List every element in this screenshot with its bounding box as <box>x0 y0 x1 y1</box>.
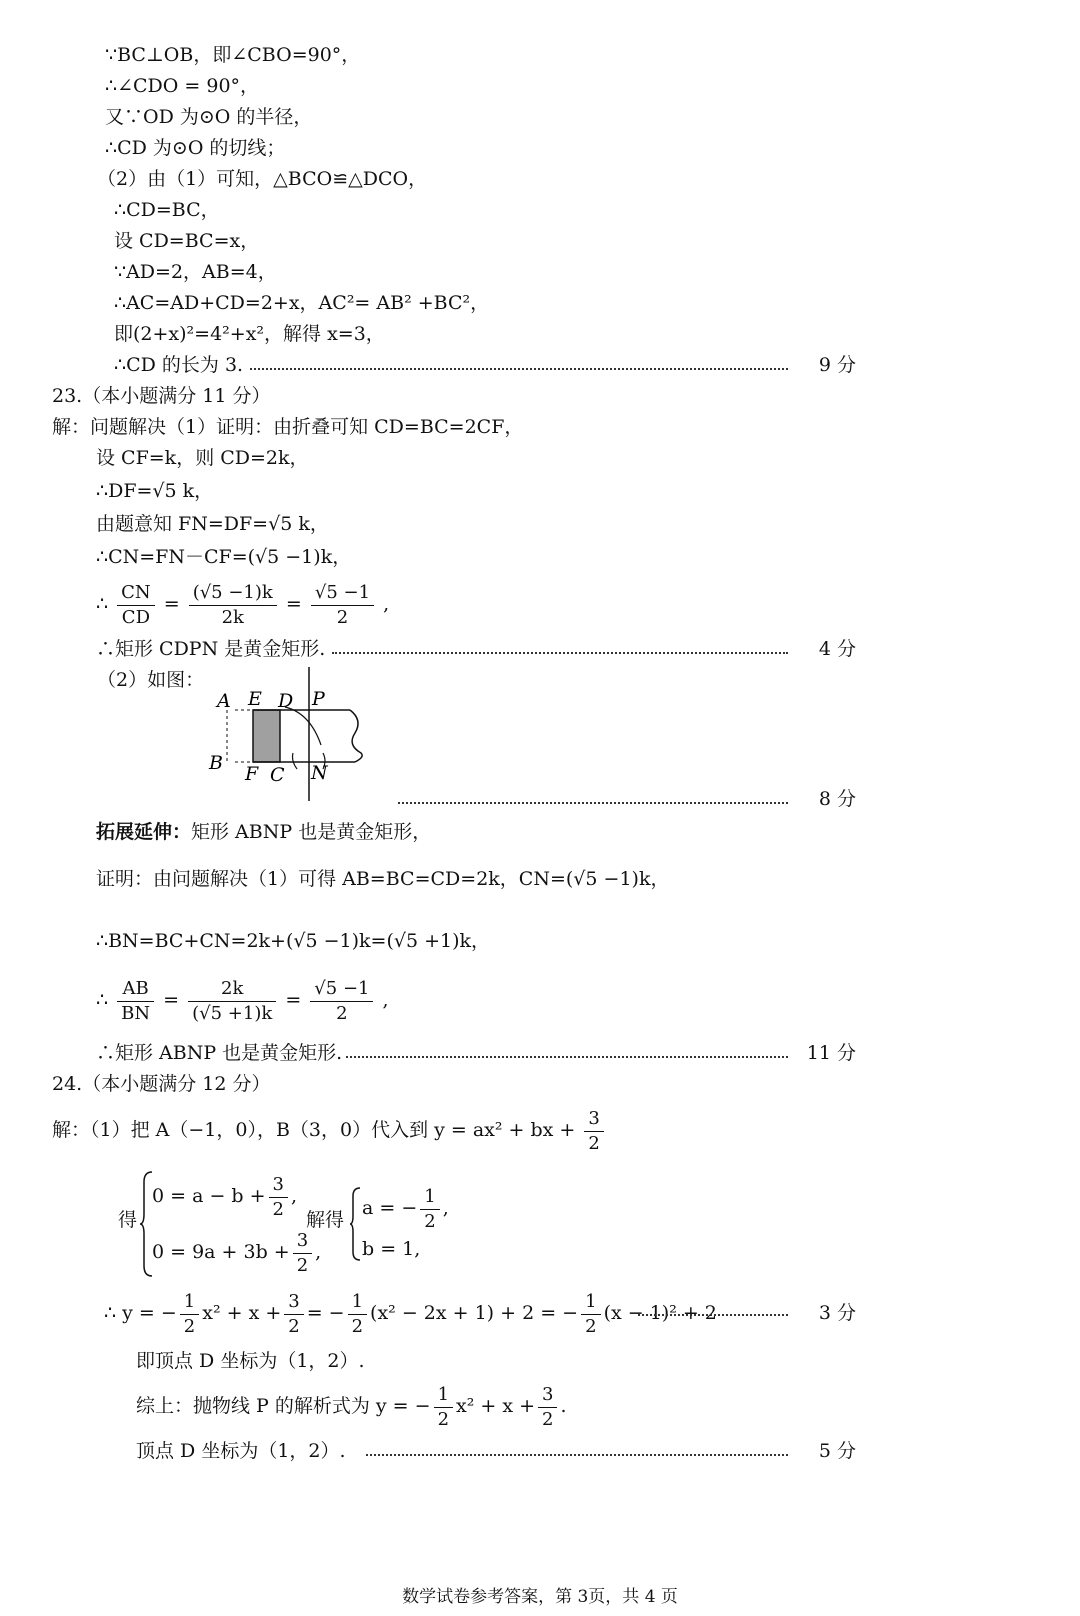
fraction-half <box>581 1290 600 1339</box>
therefore-symbol: ∴ <box>96 593 109 615</box>
point-label: B <box>209 752 223 774</box>
expr-part: 综上：抛物线 P 的解析式为 y = − <box>136 1395 431 1417</box>
fraction-denominator: 2 <box>424 1210 436 1232</box>
q24-line-5: 顶点 D 坐标为（1，2）. <box>136 1440 346 1462</box>
solution-a-text: a = − <box>362 1197 418 1219</box>
leader-dots <box>332 650 788 654</box>
fraction-denominator: BN <box>121 1002 151 1024</box>
q22-line-7: 设 CD=BC=x， <box>114 230 260 252</box>
equation-comma: , <box>442 1197 449 1219</box>
shaded-region <box>253 710 280 762</box>
extension-title: 拓展延伸： <box>96 821 192 843</box>
q22-line-6: ∴CD=BC， <box>114 199 220 221</box>
de-label: 得 <box>118 1209 138 1231</box>
q23-line-2: 设 CF=k，则 CD=2k， <box>96 447 309 469</box>
fraction-numerator: 3 <box>269 1173 288 1198</box>
fraction-golden-ratio <box>310 977 373 1026</box>
q22-line-5: （2）由（1）可知，△BCO≌△DCO， <box>97 168 428 190</box>
fraction-numerator: (√5 −1)k <box>189 581 277 606</box>
fraction-value <box>188 977 276 1026</box>
wavy-edge <box>350 710 362 762</box>
fraction-half <box>348 1290 367 1339</box>
q22-line-10: 即(2+x)²=4²+x²，解得 x=3， <box>114 323 385 345</box>
q23-line-8: （2）如图： <box>97 669 205 691</box>
page-footer: 数学试卷参考答案，第 3页，共 4 页 <box>402 1587 678 1607</box>
solution-a <box>362 1184 449 1234</box>
q24-substitution-text: 解：（1）把 A（−1，0），B（3，0）代入到 y = ax² + bx + <box>52 1119 576 1141</box>
fraction-numerator: 3 <box>584 1107 603 1132</box>
equation-1-text: 0 = a − b + <box>152 1185 266 1207</box>
folding-figure <box>205 665 375 803</box>
extension-proof-1: 证明：由问题解决（1）可得 AB=BC=CD=2k，CN=(√5 −1)k， <box>96 868 670 890</box>
point-label: F <box>245 763 259 785</box>
q24-line-2 <box>104 1287 717 1339</box>
arc-small <box>293 753 298 769</box>
expr-part: . <box>560 1395 567 1417</box>
fraction-numerator: 1 <box>420 1185 439 1210</box>
fraction-golden-ratio <box>311 581 374 630</box>
fraction-numerator: √5 −1 <box>311 581 374 606</box>
q24-heading: 24.（本小题满分 12 分） <box>52 1073 271 1095</box>
expr-part: = − <box>306 1302 345 1324</box>
fraction-numerator: 1 <box>180 1290 199 1315</box>
q22-line-4: ∴CD 为⊙O 的切线； <box>105 137 286 159</box>
fraction-numerator: √5 −1 <box>310 977 373 1002</box>
q24-line-4 <box>136 1380 567 1432</box>
q24-line-1 <box>52 1104 607 1156</box>
equation-1 <box>152 1170 297 1222</box>
fraction-half <box>180 1290 199 1339</box>
fraction-denominator: 2 <box>183 1315 196 1337</box>
extension-line <box>96 819 431 845</box>
score-mark: 9 分 <box>818 354 856 376</box>
fraction-denominator: 2 <box>296 1254 309 1276</box>
equation-2 <box>152 1226 321 1278</box>
q22-line-1: ∵BC⊥OB，即∠CBO=90°， <box>105 44 361 66</box>
expr-part: (x² − 2x + 1) + 2 = − <box>370 1302 579 1324</box>
fraction-half <box>434 1383 453 1432</box>
extension-conclusion: ∴矩形 ABNP 也是黄金矩形. <box>96 1042 343 1064</box>
q23-heading: 23.（本小题满分 11 分） <box>52 385 271 407</box>
fraction-three-halves <box>584 1107 603 1156</box>
point-label: P <box>312 688 325 710</box>
fraction-denominator: 2 <box>437 1408 450 1430</box>
q24-line-3: 即顶点 D 坐标为（1，2）. <box>136 1350 365 1372</box>
fraction-three-halves <box>293 1229 312 1278</box>
fraction-denominator: 2 <box>336 1002 348 1024</box>
fraction-denominator: 2 <box>585 1315 597 1337</box>
point-label: D <box>278 690 294 712</box>
fraction-numerator: 1 <box>434 1383 453 1408</box>
q22-line-9: ∴AC=AD+CD=2+x，AC²= AB² +BC²， <box>114 292 490 314</box>
fraction-numerator: 1 <box>581 1290 600 1315</box>
score-mark: 3 分 <box>818 1302 856 1324</box>
leader-dots <box>250 366 788 370</box>
equation-comma: , <box>291 1185 298 1207</box>
expr-part: (x − 1)² + 2 <box>603 1302 717 1324</box>
leader-dots <box>366 1452 788 1456</box>
extension-text: 矩形 ABNP 也是黄金矩形， <box>191 821 432 843</box>
q23-line-5: ∴CN=FN－CF=(√5 −1)k， <box>96 546 352 568</box>
score-mark: 11 分 <box>806 1042 856 1064</box>
fraction-half <box>420 1185 439 1234</box>
expr-part: x² + x + <box>202 1302 282 1324</box>
fraction-numerator: 2k <box>188 977 276 1002</box>
fraction-three-halves <box>269 1173 288 1222</box>
score-mark: 8 分 <box>818 788 856 810</box>
point-label: E <box>248 688 262 710</box>
jiede-label: 解得 <box>306 1209 345 1231</box>
leader-dots <box>346 1054 788 1058</box>
fraction-denominator: 2k <box>221 606 244 628</box>
fraction-denominator: 2 <box>272 1198 284 1220</box>
fraction-denominator: 2 <box>542 1408 554 1430</box>
fraction-denominator: (√5 +1)k <box>192 1002 273 1024</box>
q22-line-11: ∴CD 的长为 3. <box>114 354 244 376</box>
fraction-numerator: CN <box>117 581 155 606</box>
q23-line-1: 解：问题解决（1）证明：由折叠可知 CD=BC=2CF， <box>52 416 524 438</box>
fraction-value <box>189 581 277 630</box>
therefore-symbol: ∴ <box>96 989 109 1011</box>
fraction-numerator: 3 <box>293 1229 312 1254</box>
score-mark: 5 分 <box>818 1440 856 1462</box>
extension-proof-2: ∴BN=BC+CN=2k+(√5 −1)k=(√5 +1)k， <box>96 930 491 952</box>
point-label: N <box>311 762 328 784</box>
point-label: A <box>217 690 231 712</box>
fraction-denominator: 2 <box>588 1132 600 1154</box>
expr-part: ∴ y = − <box>104 1302 177 1324</box>
expr-part: x² + x + <box>456 1395 536 1417</box>
q23-line-3: ∴DF=√5 k， <box>96 480 214 502</box>
fraction-three-halves <box>538 1383 557 1432</box>
arc <box>285 707 321 745</box>
q23-line-4: 由题意知 FN=DF=√5 k， <box>96 513 329 535</box>
solution-b: b = 1, <box>362 1238 421 1260</box>
q22-line-3: 又∵OD 为⊙O 的半径， <box>105 106 313 128</box>
score-mark: 4 分 <box>818 638 856 660</box>
equation-2-text: 0 = 9a + 3b + <box>152 1241 290 1263</box>
fraction-ab-bn <box>117 977 154 1026</box>
q22-line-8: ∵AD=2，AB=4， <box>114 261 277 283</box>
equation-comma: , <box>315 1241 322 1263</box>
q23-line-7: ∴矩形 CDPN 是黄金矩形. <box>96 638 326 660</box>
fraction-denominator: 2 <box>288 1315 300 1337</box>
fraction-denominator: CD <box>121 606 151 628</box>
q23-ratio-line: ∴ $\frac{CN}{CD}$ = $\frac{(√5 -1)k}{2k}$ = $\frac{√5 -1}{2}$ , <box>96 581 390 628</box>
point-label: C <box>270 764 285 786</box>
left-brace <box>350 1186 362 1262</box>
fraction-numerator: AB <box>117 977 154 1002</box>
fraction-denominator: 2 <box>351 1315 364 1337</box>
leader-dots <box>638 1312 788 1316</box>
fraction-numerator: 3 <box>538 1383 557 1408</box>
fraction-numerator: 3 <box>284 1290 303 1315</box>
q22-line-2: ∴∠CDO = 90°， <box>105 75 260 97</box>
fraction-numerator: 1 <box>348 1290 367 1315</box>
leader-dots <box>398 800 788 804</box>
fraction-denominator: 2 <box>336 606 349 628</box>
extension-ratio-line: ∴ $\frac{AB}{BN}$ = $\frac{2k}{(√5 +1)k}$ = $\frac{√5 -1}{2}$ , <box>96 977 389 1024</box>
fraction-three-halves <box>284 1290 303 1339</box>
fraction-cn-cd <box>117 581 155 630</box>
